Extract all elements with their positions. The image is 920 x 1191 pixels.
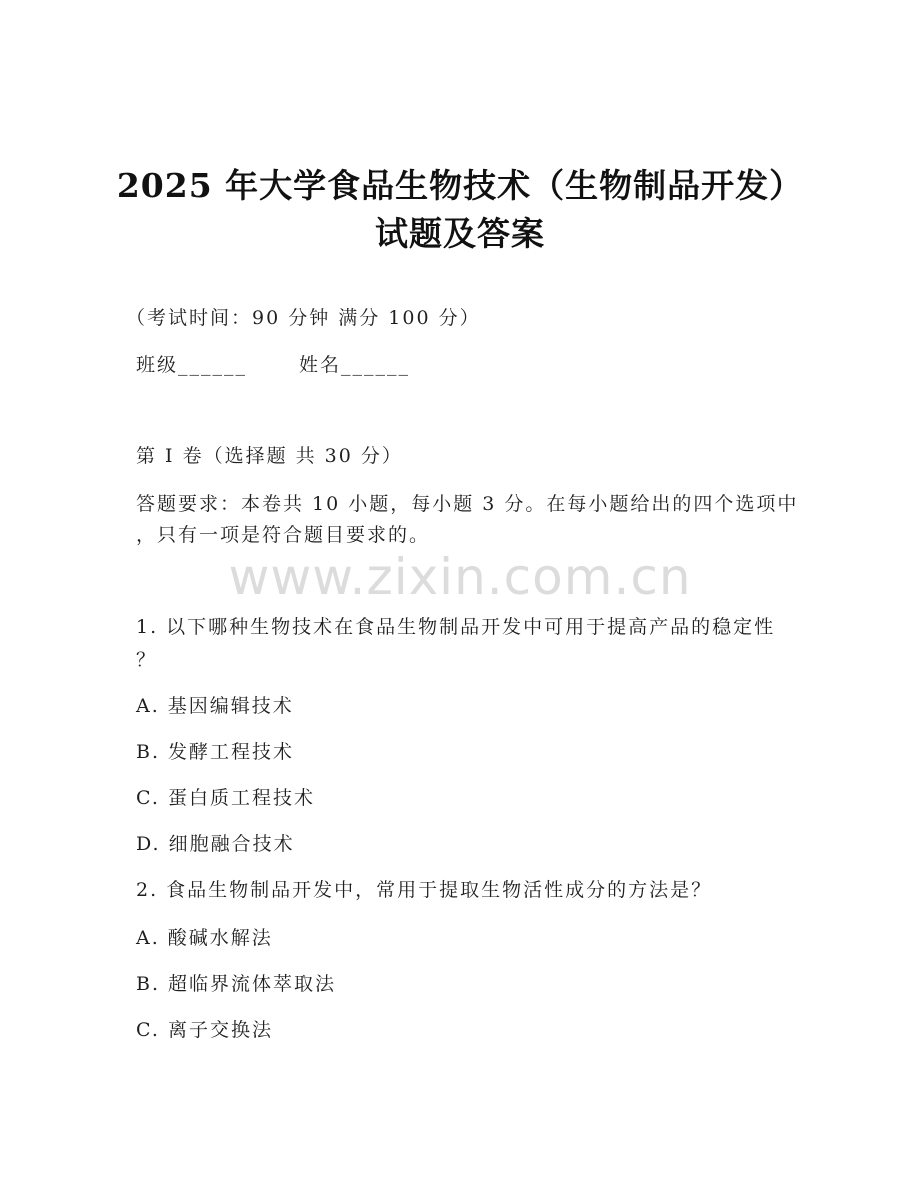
question-1-option-c: C. 蛋白质工程技术 bbox=[136, 787, 315, 809]
name-field: 姓名______ bbox=[299, 354, 411, 376]
question-1-option-d: D. 细胞融合技术 bbox=[136, 833, 295, 855]
watermark: www.zixin.com.cn bbox=[228, 548, 692, 606]
question-1-option-a: A. 基因编辑技术 bbox=[136, 695, 294, 717]
question-1-text: 1. 以下哪种生物技术在食品生物制品开发中可用于提高产品的稳定性 bbox=[136, 616, 776, 638]
student-info-row bbox=[136, 350, 410, 377]
question-2-option-a: A. 酸碱水解法 bbox=[136, 927, 273, 949]
class-field: 班级______ bbox=[136, 354, 248, 376]
question-2-option-c: C. 离子交换法 bbox=[136, 1019, 273, 1041]
exam-title-line1: 2025 年大学食品生物技术（生物制品开发） bbox=[116, 166, 804, 205]
section-title: 第 I 卷（选择题 共 30 分） bbox=[136, 445, 403, 467]
answer-requirement-line2: ，只有一项是符合题目要求的。 bbox=[136, 524, 431, 546]
question-1-text-cont: ？ bbox=[136, 649, 158, 671]
exam-title-line2: 试题及答案 bbox=[375, 214, 545, 253]
question-2-text: 2. 食品生物制品开发中，常用于提取生物活性成分的方法是？ bbox=[136, 879, 713, 901]
answer-requirement-line1: 答题要求：本卷共 10 小题，每小题 3 分。在每小题给出的四个选项中 bbox=[136, 493, 799, 515]
question-2-option-b: B. 超临界流体萃取法 bbox=[136, 973, 337, 995]
exam-info: （考试时间：90 分钟 满分 100 分） bbox=[126, 307, 481, 329]
question-1-option-b: B. 发酵工程技术 bbox=[136, 741, 295, 763]
